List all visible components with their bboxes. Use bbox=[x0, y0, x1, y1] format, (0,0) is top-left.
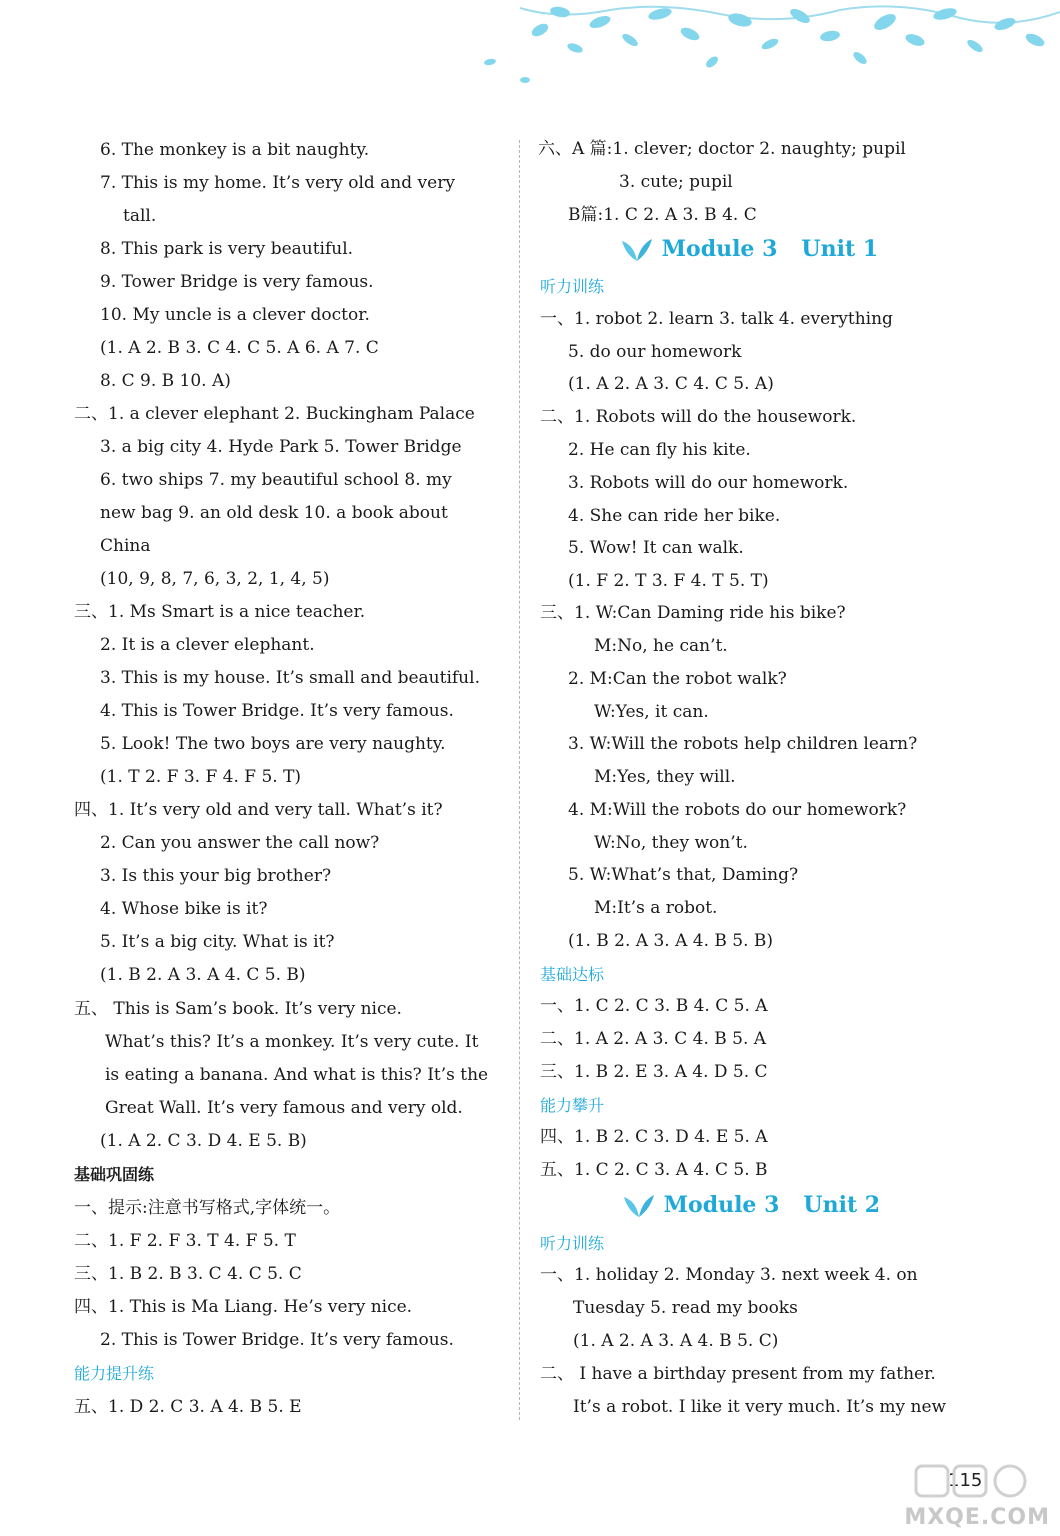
answer-line: M:No, he can’t. bbox=[594, 636, 728, 656]
answer-line: 3. This is my house. It’s small and beautiful. bbox=[100, 668, 480, 688]
answer-line: (10, 9, 8, 7, 6, 3, 2, 1, 4, 5) bbox=[100, 569, 330, 589]
answer-line: 3. Is this your big brother? bbox=[100, 866, 332, 886]
answer-line: 3. W:Will the robots help children learn? bbox=[568, 734, 918, 754]
answer-line: It’s a robot. I like it very much. It’s my new bbox=[573, 1397, 947, 1417]
answer-line: 三、1. Ms Smart is a nice teacher. bbox=[74, 602, 366, 622]
leaf-icon bbox=[620, 237, 654, 263]
answer-line: W:No, they won’t. bbox=[594, 833, 748, 853]
answer-line: M:Yes, they will. bbox=[594, 767, 736, 787]
answer-line: 2. This is Tower Bridge. It’s very famous. bbox=[100, 1330, 454, 1350]
answer-line: 8. This park is very beautiful. bbox=[100, 239, 354, 259]
module-title: Module 3 bbox=[663, 1192, 780, 1218]
answer-line: 4. She can ride her bike. bbox=[568, 506, 781, 526]
answer-line: 六、A 篇:1. clever; doctor 2. naughty; pupil bbox=[538, 139, 906, 159]
answer-line: new bag 9. an old desk 10. a book about bbox=[100, 503, 448, 523]
unit-title: Unit 2 bbox=[803, 1192, 881, 1218]
answer-line: 3. Robots will do our homework. bbox=[568, 473, 849, 493]
answer-line: 二、 I have a birthday present from my father. bbox=[540, 1364, 936, 1384]
answer-line: 5. Wow! It can walk. bbox=[568, 538, 744, 558]
answer-line: 二、1. a clever elephant 2. Buckingham Palace bbox=[74, 404, 475, 424]
section-heading: 基础达标 bbox=[540, 965, 605, 984]
answer-line: Tuesday 5. read my books bbox=[573, 1298, 798, 1318]
answer-line: (1. A 2. B 3. C 4. C 5. A 6. A 7. C bbox=[100, 338, 379, 358]
answer-line: 3. cute; pupil bbox=[619, 172, 733, 192]
answer-line: 8. C 9. B 10. A) bbox=[100, 371, 231, 391]
answer-line: 5. It’s a big city. What is it? bbox=[100, 932, 335, 952]
answer-line: tall. bbox=[123, 206, 157, 226]
answer-line: 9. Tower Bridge is very famous. bbox=[100, 272, 374, 292]
answer-line: (1. A 2. C 3. D 4. E 5. B) bbox=[100, 1131, 307, 1151]
answer-line: What’s this? It’s a monkey. It’s very cute. It bbox=[105, 1032, 479, 1052]
answer-line: 四、1. This is Ma Liang. He’s very nice. bbox=[74, 1297, 413, 1317]
module-heading bbox=[622, 1192, 880, 1219]
answer-line: (1. A 2. A 3. A 4. B 5. C) bbox=[573, 1331, 779, 1351]
answer-line: 一、1. holiday 2. Monday 3. next week 4. on bbox=[540, 1265, 918, 1285]
answer-line: 4. This is Tower Bridge. It’s very famous. bbox=[100, 701, 454, 721]
answer-line: 4. Whose bike is it? bbox=[100, 899, 268, 919]
answer-line: (1. F 2. T 3. F 4. T 5. T) bbox=[568, 571, 769, 591]
answer-line: 五、1. C 2. C 3. A 4. C 5. B bbox=[540, 1160, 768, 1180]
section-heading: 基础巩固练 bbox=[74, 1165, 155, 1184]
answer-line: 3. a big city 4. Hyde Park 5. Tower Bridge bbox=[100, 437, 462, 457]
answer-line: (1. T 2. F 3. F 4. F 5. T) bbox=[100, 767, 302, 787]
answer-line: is eating a banana. And what is this? It’s the bbox=[105, 1065, 489, 1085]
answer-line: 2. Can you answer the call now? bbox=[100, 833, 380, 853]
answer-line: 4. M:Will the robots do our homework? bbox=[568, 800, 907, 820]
answer-line: 四、1. B 2. C 3. D 4. E 5. A bbox=[540, 1127, 768, 1147]
answer-line: 五、 This is Sam’s book. It’s very nice. bbox=[74, 999, 402, 1019]
answer-line: 一、1. robot 2. learn 3. talk 4. everything bbox=[540, 309, 893, 329]
answer-line: 三、1. B 2. B 3. C 4. C 5. C bbox=[74, 1264, 302, 1284]
answer-line: (1. A 2. A 3. C 4. C 5. A) bbox=[568, 374, 774, 394]
answer-line: 2. It is a clever elephant. bbox=[100, 635, 315, 655]
answer-line: 五、1. D 2. C 3. A 4. B 5. E bbox=[74, 1397, 302, 1417]
answer-line: 5. Look! The two boys are very naughty. bbox=[100, 734, 446, 754]
answer-line: 一、1. C 2. C 3. B 4. C 5. A bbox=[540, 996, 768, 1016]
module-title: Module 3 bbox=[661, 236, 778, 262]
answer-line: 三、1. W:Can Daming ride his bike? bbox=[540, 603, 846, 623]
answer-line: 5. W:What’s that, Daming? bbox=[568, 865, 799, 885]
section-heading: 听力训练 bbox=[540, 1234, 605, 1253]
answer-line: 7. This is my home. It’s very old and very bbox=[100, 173, 455, 193]
answer-line: Great Wall. It’s very famous and very old. bbox=[105, 1098, 463, 1118]
answer-line: 二、1. A 2. A 3. C 4. B 5. A bbox=[540, 1029, 767, 1049]
answer-line: 四、1. It’s very old and very tall. What’s it? bbox=[74, 800, 443, 820]
watermark-text: MXQE.COM bbox=[904, 1505, 1050, 1530]
answer-line: 6. two ships 7. my beautiful school 8. my bbox=[100, 470, 452, 490]
answer-line: 5. do our homework bbox=[568, 342, 742, 362]
answer-line: M:It’s a robot. bbox=[594, 898, 718, 918]
answer-line: (1. B 2. A 3. A 4. B 5. B) bbox=[568, 931, 774, 951]
section-heading: 能力提升练 bbox=[74, 1364, 155, 1383]
answer-line: 2. He can fly his kite. bbox=[568, 440, 751, 460]
module-heading bbox=[620, 236, 878, 263]
leaf-branch-decoration bbox=[0, 0, 1060, 100]
section-heading: 能力攀升 bbox=[540, 1096, 605, 1115]
answer-line: 三、1. B 2. E 3. A 4. D 5. C bbox=[540, 1062, 768, 1082]
answer-line: 二、1. Robots will do the housework. bbox=[540, 407, 857, 427]
answer-line: 2. M:Can the robot walk? bbox=[568, 669, 787, 689]
answer-line: 10. My uncle is a clever doctor. bbox=[100, 305, 370, 325]
answer-line: 一、提示:注意书写格式,字体统一。 bbox=[74, 1198, 341, 1218]
answer-line: B篇:1. C 2. A 3. B 4. C bbox=[568, 205, 757, 225]
page-number: 115 bbox=[948, 1470, 983, 1491]
column-divider bbox=[519, 140, 520, 1420]
unit-title: Unit 1 bbox=[801, 236, 879, 262]
answer-line: W:Yes, it can. bbox=[594, 702, 709, 722]
answer-line: (1. B 2. A 3. A 4. C 5. B) bbox=[100, 965, 306, 985]
answer-line: China bbox=[100, 536, 151, 556]
leaf-icon bbox=[622, 1193, 656, 1219]
answer-line: 二、1. F 2. F 3. T 4. F 5. T bbox=[74, 1231, 296, 1251]
section-heading: 听力训练 bbox=[540, 277, 605, 296]
answer-line: 6. The monkey is a bit naughty. bbox=[100, 140, 370, 160]
